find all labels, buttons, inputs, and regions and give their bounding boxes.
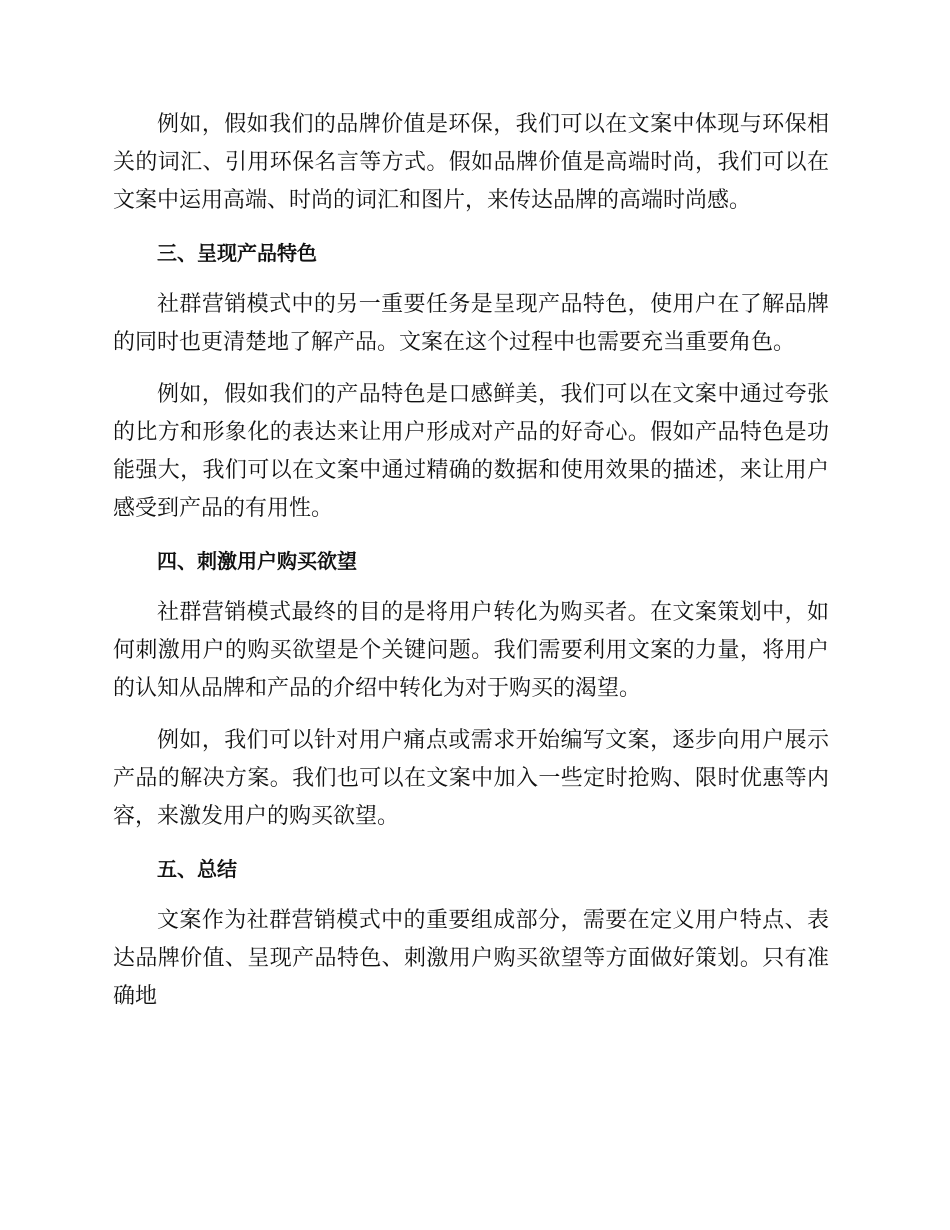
paragraph-purchase-desire-example: 例如，我们可以针对用户痛点或需求开始编写文案，逐步向用户展示产品的解决方案。我们也可以在文案中加入一些定时抢购、限时优惠等内容，来激发用户的购买欲望。 (113, 728, 829, 829)
section-heading-summary: 五、总结 (157, 857, 237, 881)
section-heading-purchase-desire: 四、刺激用户购买欲望 (157, 549, 357, 573)
document-page (113, 106, 829, 1030)
paragraph-product-features-intro: 社群营销模式中的另一重要任务是呈现产品特色，使用户在了解品牌的同时也更清楚地了解产品。文案在这个过程中也需要充当重要角色。 (113, 292, 829, 355)
paragraph-brand-value-example: 例如，假如我们的品牌价值是环保，我们可以在文案中体现与环保相关的词汇、引用环保名言等方式。假如品牌价值是高端时尚，我们可以在文案中运用高端、时尚的词汇和图片，来传达品牌的高端时尚感。 (113, 112, 829, 213)
paragraph-summary: 文案作为社群营销模式中的重要组成部分，需要在定义用户特点、表达品牌价值、呈现产品特色、刺激用户购买欲望等方面做好策划。只有准确地 (113, 908, 829, 1009)
paragraph-product-features-example: 例如，假如我们的产品特色是口感鲜美，我们可以在文案中通过夸张的比方和形象化的表达来让用户形成对产品的好奇心。假如产品特色是功能强大，我们可以在文案中通过精确的数据和使用效果的描述，来让用户感受到产品的有用性。 (113, 382, 829, 521)
section-heading-product-features: 三、呈现产品特色 (157, 241, 317, 265)
paragraph-purchase-desire-intro: 社群营销模式最终的目的是将用户转化为购买者。在文案策划中，如何刺激用户的购买欲望是个关键问题。我们需要利用文案的力量，将用户的认知从品牌和产品的介绍中转化为对于购买的渴望。 (113, 600, 829, 701)
